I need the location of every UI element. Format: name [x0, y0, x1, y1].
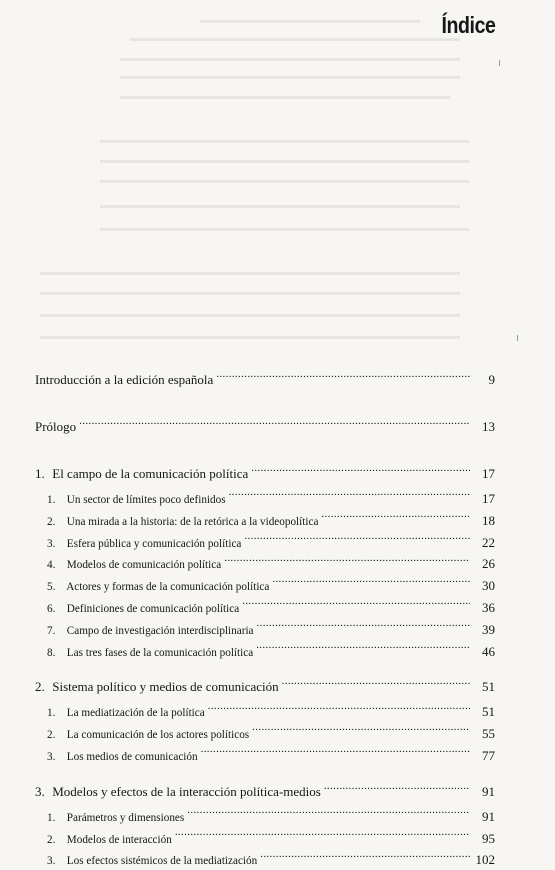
dot-leader — [175, 827, 470, 843]
toc-section[interactable] — [35, 487, 495, 509]
toc-page-number: 17 — [482, 466, 495, 481]
toc-page-number: 13 — [482, 419, 495, 434]
toc-page-number: 102 — [475, 852, 495, 868]
toc-page-number: 91 — [482, 783, 495, 799]
section-title: Los medios de comunicación — [66, 750, 198, 763]
chapter-number: 2. — [35, 679, 45, 695]
section-title: Un sector de límites poco definidos — [66, 494, 226, 506]
toc-page-number: 22 — [482, 534, 495, 550]
dot-leader — [251, 462, 470, 478]
toc-page-number: 30 — [482, 578, 495, 594]
section-number: 1. — [47, 811, 56, 824]
toc-chapter-3[interactable] — [35, 780, 495, 800]
section-number: 2. — [47, 833, 56, 846]
chapter-number: 3. — [35, 783, 45, 799]
section-number: 8. — [47, 646, 56, 659]
toc-page-number: 39 — [482, 621, 495, 637]
toc-section[interactable] — [35, 827, 495, 849]
toc-page-number: 18 — [482, 512, 495, 528]
dot-leader — [224, 552, 470, 568]
toc-section[interactable] — [35, 722, 495, 744]
toc-section[interactable] — [35, 618, 495, 640]
toc-chapter-2[interactable] — [35, 675, 495, 695]
toc-entry-label: Prólogo — [35, 419, 77, 434]
dot-leader — [229, 487, 470, 503]
dot-leader — [260, 848, 470, 864]
section-number: 4. — [47, 559, 56, 572]
dot-leader — [242, 596, 470, 612]
toc-section[interactable] — [35, 596, 495, 618]
section-number: 7. — [47, 624, 56, 637]
toc-page-number: 95 — [482, 830, 495, 846]
table-of-contents — [35, 368, 495, 870]
section-title: La comunicación de los actores políticos — [66, 729, 250, 742]
chapter-title: El campo de la comunicación política — [52, 466, 249, 481]
dot-leader — [321, 509, 470, 525]
section-number: 3. — [47, 855, 56, 868]
section-title: Los efectos sistémicos de la mediatización — [66, 855, 258, 868]
dot-leader — [324, 780, 470, 796]
dot-leader — [282, 675, 470, 691]
section-title: La mediatización de la política — [66, 707, 205, 720]
toc-page-number: 91 — [482, 808, 495, 824]
toc-entry-label: Introducción a la edición española — [35, 372, 214, 387]
toc-section[interactable] — [35, 574, 495, 596]
toc-section[interactable] — [35, 531, 495, 553]
toc-section[interactable] — [35, 640, 495, 662]
toc-section[interactable] — [35, 552, 495, 574]
toc-entry-intro[interactable] — [35, 368, 495, 388]
section-title: Modelos de interacción — [66, 833, 172, 846]
toc-chapter-1[interactable] — [35, 462, 495, 482]
section-number: 3. — [47, 750, 56, 763]
section-title: Esfera pública y comunicación política — [66, 537, 242, 550]
dot-leader — [216, 368, 470, 384]
dot-leader — [256, 640, 470, 656]
scan-mark — [499, 60, 500, 66]
toc-page-number: 26 — [482, 556, 495, 572]
dot-leader — [272, 574, 470, 590]
scan-mark — [517, 335, 518, 341]
toc-page-number: 51 — [482, 704, 495, 720]
toc-section[interactable] — [35, 509, 495, 531]
dot-leader — [252, 722, 470, 738]
toc-entry-prologue[interactable] — [35, 415, 495, 435]
dot-leader — [201, 744, 470, 760]
dot-leader — [244, 531, 470, 547]
toc-page-number: 51 — [482, 679, 495, 695]
toc-section[interactable] — [35, 805, 495, 827]
dot-leader — [208, 700, 470, 716]
section-number: 1. — [47, 707, 56, 720]
dot-leader — [187, 805, 470, 821]
toc-page-number: 9 — [488, 372, 495, 387]
toc-page-number: 46 — [482, 643, 495, 659]
section-title: Definiciones de comunicación política — [66, 602, 240, 615]
section-number: 5. — [47, 581, 56, 594]
section-title: Actores y formas de la comunicación política — [66, 581, 270, 594]
toc-section[interactable] — [35, 700, 495, 722]
section-title: Parámetros y dimensiones — [66, 811, 185, 824]
chapter-title: Modelos y efectos de la interacción política-medios — [52, 783, 321, 799]
section-number: 3. — [47, 537, 56, 550]
dot-leader — [79, 415, 470, 431]
toc-page-number: 55 — [482, 726, 495, 742]
chapter-title: Sistema político y medios de comunicación — [52, 679, 279, 695]
section-title: Modelos de comunicación política — [66, 559, 222, 572]
toc-page-number: 17 — [482, 491, 495, 506]
section-number: 6. — [47, 602, 56, 615]
chapter-number: 1. — [35, 466, 45, 481]
toc-page-number: 36 — [482, 599, 495, 615]
toc-section[interactable] — [35, 848, 495, 870]
toc-section[interactable] — [35, 744, 495, 766]
section-title: Campo de investigación interdisciplinaria — [66, 624, 254, 637]
section-title: Las tres fases de la comunicación política — [66, 646, 254, 659]
section-title: Una mirada a la historia: de la retórica a la videopolítica — [66, 515, 319, 528]
section-number: 1. — [47, 494, 56, 506]
page-title: Índice — [441, 12, 495, 38]
section-number: 2. — [47, 515, 56, 528]
bleed-through-text — [0, 0, 555, 360]
dot-leader — [257, 618, 470, 634]
section-number: 2. — [47, 729, 56, 742]
toc-page-number: 77 — [482, 747, 495, 763]
